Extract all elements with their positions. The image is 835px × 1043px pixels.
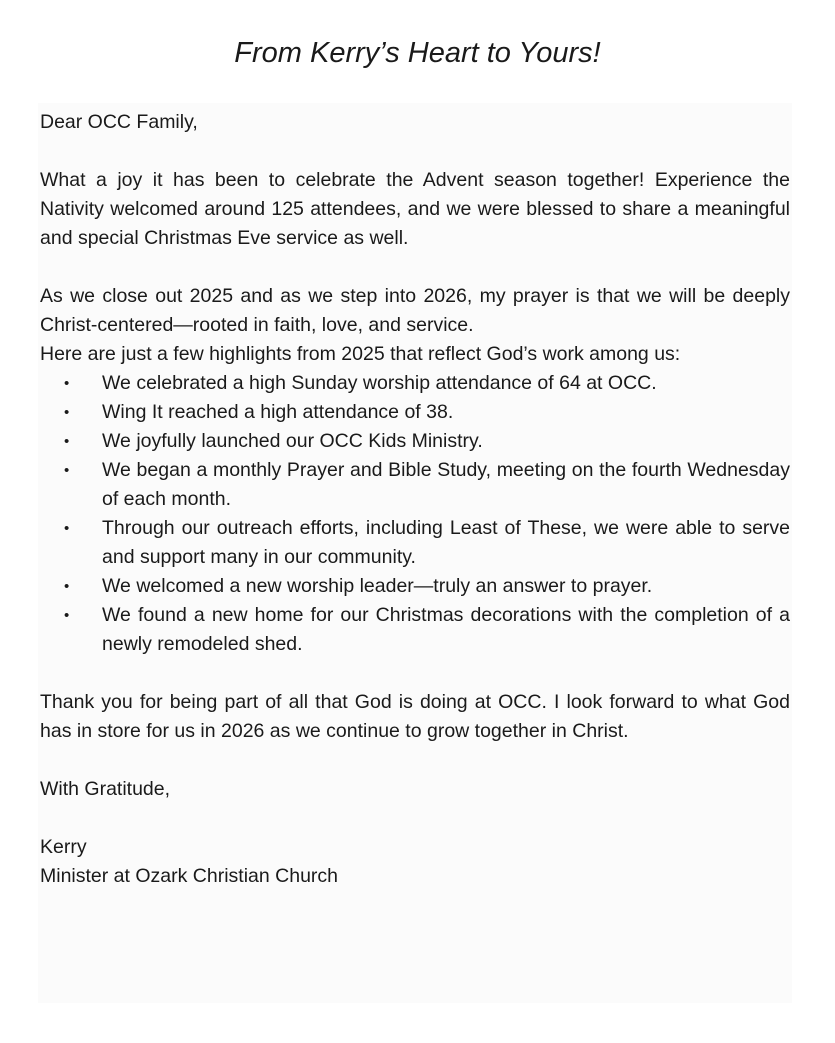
paragraph-thanks: Thank you for being part of all that God is doing at OCC. I look forward to what God has in store for us in 2026 as we continue to grow together in Christ. bbox=[40, 691, 790, 742]
highlight-item: • We found a new home for our Christmas decorations with the completion of a newly remodeled shed. bbox=[102, 601, 790, 659]
highlights-list bbox=[40, 369, 790, 659]
highlight-item: • Wing It reached a high attendance of 38. bbox=[102, 398, 790, 427]
paragraph-prayer: As we close out 2025 and as we step into 2026, my prayer is that we will be deeply Christ-centered—rooted in faith, love, and service. bbox=[40, 285, 790, 336]
paragraph-advent: What a joy it has been to celebrate the Advent season together! Experience the Nativity welcomed around 125 attendees, and we were blessed to share a meaningful and special Christmas Eve service as well. bbox=[40, 169, 790, 249]
letter-body bbox=[38, 103, 792, 1003]
highlight-item: • We began a monthly Prayer and Bible Study, meeting on the fourth Wednesday of each month. bbox=[102, 456, 790, 514]
highlight-item: • We welcomed a new worship leader—truly an answer to prayer. bbox=[102, 572, 790, 601]
highlight-item: • We celebrated a high Sunday worship attendance of 64 at OCC. bbox=[102, 369, 790, 398]
highlight-item: • Through our outreach efforts, including Least of These, we were able to serve and support many in our community. bbox=[102, 514, 790, 572]
paragraph-highlights-intro: Here are just a few highlights from 2025 that reflect God’s work among us: bbox=[40, 343, 681, 365]
highlight-item: • We joyfully launched our OCC Kids Ministry. bbox=[102, 427, 790, 456]
signature-title: Minister at Ozark Christian Church bbox=[40, 865, 339, 887]
closing: With Gratitude, bbox=[40, 778, 171, 800]
greeting: Dear OCC Family, bbox=[40, 111, 198, 133]
letter-title: From Kerry’s Heart to Yours! bbox=[234, 37, 601, 69]
signature-name: Kerry bbox=[40, 836, 87, 858]
